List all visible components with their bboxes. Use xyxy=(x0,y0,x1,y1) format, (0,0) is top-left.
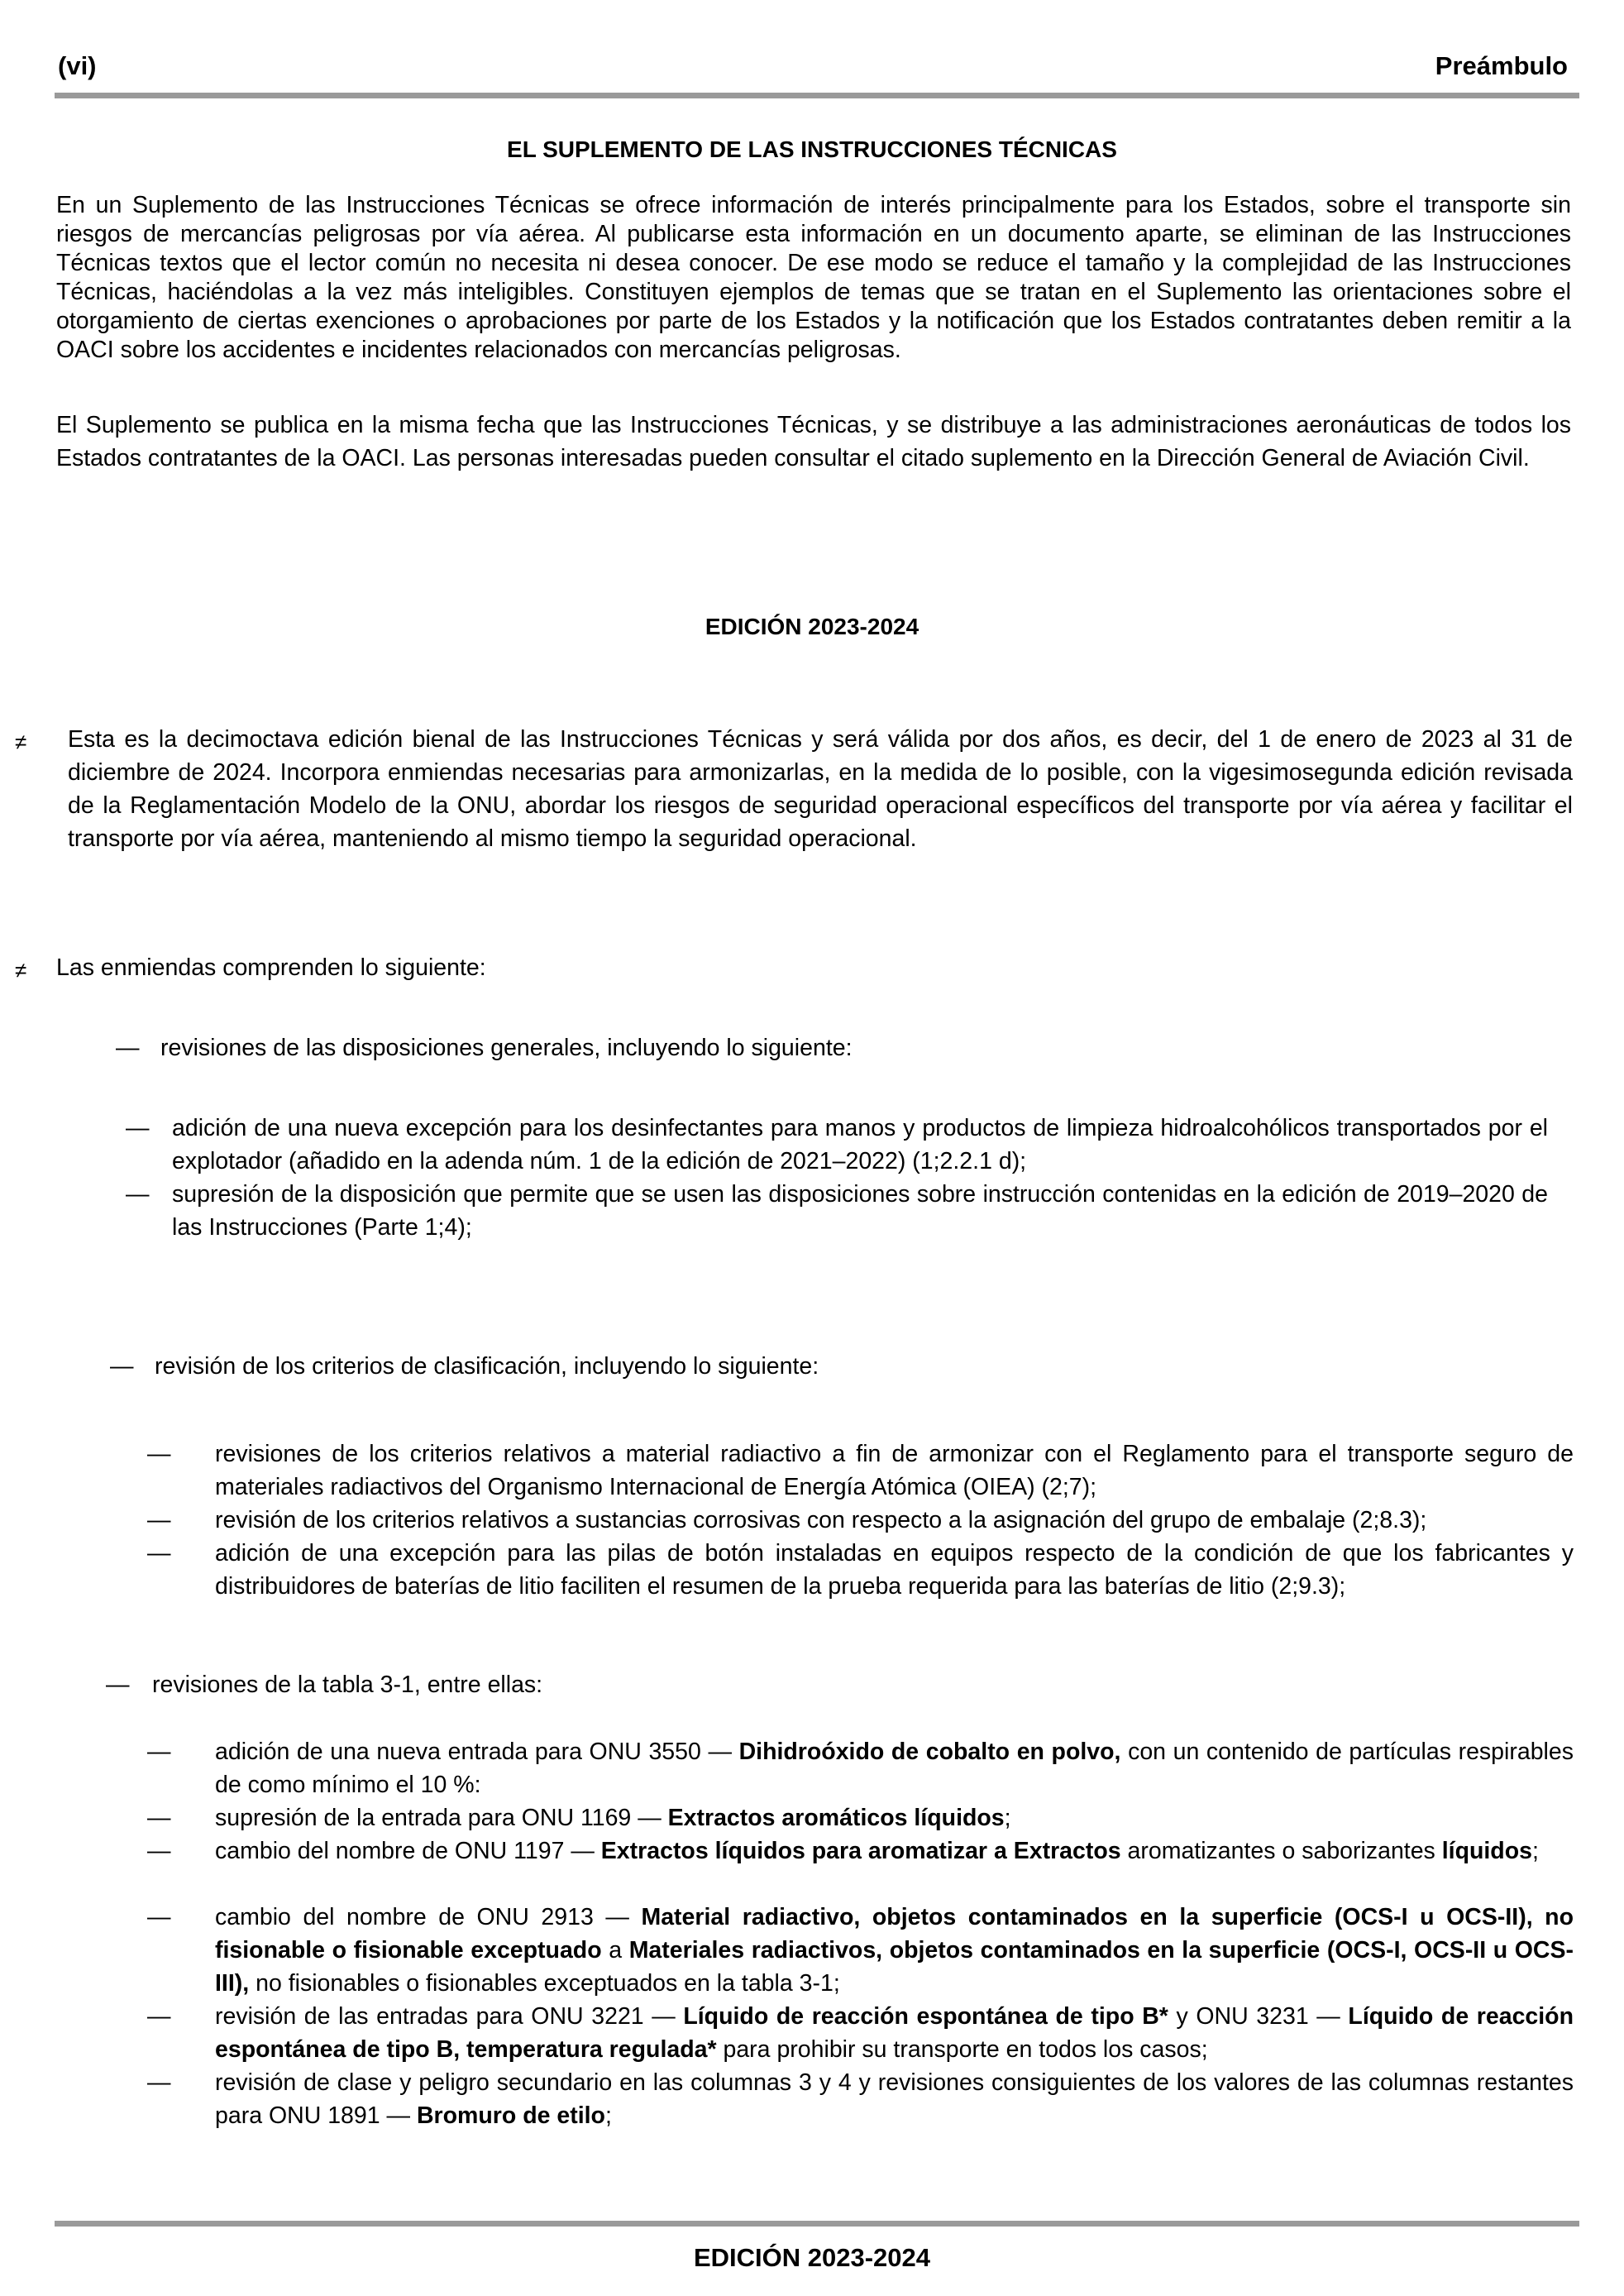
dash-bullet: — xyxy=(147,2069,171,2096)
list-item: cambio del nombre de ONU 2913 — Material radiactivo, objetos contaminados en la superficie (OCS-I u OCS-II), no fisionable o fisionable exceptuado a Materiales radiactivos, objetos contaminados en la superficie (OCS-I, OCS-II u OCS-III), no fisionables o fisionables exceptuados en la tabla 3-1; xyxy=(215,1904,1574,1997)
change-mark-icon: ≠ xyxy=(15,958,27,983)
dash-bullet: — xyxy=(126,1181,150,1208)
list-item: revisiones de los criterios relativos a material radiactivo a fin de armonizar con el Reglamento para el transporte seguro de materiales radiactivos del Organismo Internacional de Energía Atómica (OIEA) (2;7); xyxy=(215,1441,1574,1500)
table-heading: revisiones de la tabla 3-1, entre ellas: xyxy=(152,1672,543,1698)
dash-bullet: — xyxy=(147,1507,171,1533)
dash-bullet: — xyxy=(147,1805,171,1831)
supplement-paragraph-2: El Suplemento se publica en la misma fecha que las Instrucciones Técnicas, y se distribuye a las administraciones aeronáuticas de todos los Estados contratantes de la OACI. Las personas interesadas pueden consultar el citado suplemento en la Dirección General de Aviación Civil. xyxy=(56,412,1571,471)
dash-bullet: — xyxy=(147,2003,171,2030)
dash-bullet: — xyxy=(147,1540,171,1567)
page-header xyxy=(56,51,1568,84)
list-item: revisión de los criterios relativos a sustancias corrosivas con respecto a la asignación del grupo de embalaje (2;8.3); xyxy=(215,1507,1427,1533)
supplement-paragraph-1: En un Suplemento de las Instrucciones Técnicas se ofrece información de interés principalmente para los Estados, sobre el transporte sin riesgos de mercancías peligrosas por vía aérea. Al publicarse esta información en un documento aparte, se eliminan de las Instrucciones Técnicas textos que el lector común no necesita ni desea conocer. De ese modo se reduce el tamaño y la complejidad de las Instrucciones Técnicas, haciéndolas a la vez más inteligibles. Constituyen ejemplos de temas que se tratan en el Suplemento las orientaciones sobre el otorgamiento de ciertas exenciones o aprobaciones por parte de los Estados y la notificación que los Estados contratantes deben remitir a la OACI sobre los accidentes e incidentes relacionados con mercancías peligrosas. xyxy=(56,192,1571,363)
list-item: adición de una nueva entrada para ONU 3550 — Dihidroóxido de cobalto en polvo, con un contenido de partículas respirables de como mínimo el 10 %: xyxy=(215,1739,1574,1798)
dash-bullet: — xyxy=(147,1838,171,1864)
list-item: revisión de clase y peligro secundario en las columnas 3 y 4 y revisiones consiguientes de los valores de las columnas restantes para ONU 1891 — Bromuro de etilo; xyxy=(215,2069,1574,2129)
list-item: adición de una nueva excepción para los desinfectantes para manos y productos de limpieza hidroalcohólicos transportados por el explotador (añadido en la adenda núm. 1 de la edición de 2021–2022) (1;2.2.1 d); xyxy=(172,1115,1548,1174)
list-item: supresión de la disposición que permite que se usen las disposiciones sobre instrucción contenidas en la edición de 2019–2020 de las Instrucciones (Parte 1;4); xyxy=(172,1181,1548,1241)
header-rule xyxy=(55,93,1579,98)
change-mark-icon: ≠ xyxy=(15,729,27,754)
page-number: (vi) xyxy=(58,51,97,80)
footer-edition: EDICIÓN 2023-2024 xyxy=(693,2243,931,2272)
edition-paragraph: Esta es la decimoctava edición bienal de las Instrucciones Técnicas y será válida por dos años, es decir, del 1 de enero de 2023 al 31 de diciembre de 2024. Incorpora enmiendas necesarias para armonizarlas, en la medida de lo posible, con la vigesimosegunda edición revisada de la Reglamentación Modelo de la ONU, abordar los riesgos de seguridad operacional específicos del transporte por vía aérea y facilitar el transporte por vía aérea, manteniendo al mismo tiempo la seguridad operacional. xyxy=(68,726,1573,852)
dash-bullet: — xyxy=(116,1035,140,1061)
amendments-intro: Las enmiendas comprenden lo siguiente: xyxy=(56,954,486,981)
dash-bullet: — xyxy=(126,1115,150,1141)
section-title: Preámbulo xyxy=(1435,51,1568,80)
dash-bullet: — xyxy=(147,1441,171,1467)
general-heading: revisiones de las disposiciones generales, incluyendo lo siguiente: xyxy=(160,1035,853,1061)
dash-bullet: — xyxy=(106,1672,130,1698)
dash-bullet: — xyxy=(147,1904,171,1930)
list-item: cambio del nombre de ONU 1197 — Extractos líquidos para aromatizar a Extractos aromatizantes o saborizantes líquidos; xyxy=(215,1838,1539,1864)
list-item: supresión de la entrada para ONU 1169 — Extractos aromáticos líquidos; xyxy=(215,1805,1011,1831)
dash-bullet: — xyxy=(147,1739,171,1765)
edition-heading: EDICIÓN 2023-2024 xyxy=(705,614,919,639)
list-item: revisión de las entradas para ONU 3221 — Líquido de reacción espontánea de tipo B* y ONU 3231 — Líquido de reacción espontánea de tipo B, temperatura regulada* para prohibir su transporte en todos los casos; xyxy=(215,2003,1574,2063)
classification-heading: revisión de los criterios de clasificación, incluyendo lo siguiente: xyxy=(155,1353,819,1380)
footer-rule xyxy=(55,2221,1579,2227)
dash-bullet: — xyxy=(110,1353,134,1380)
list-item: adición de una excepción para las pilas de botón instaladas en equipos respecto de la condición de que los fabricantes y distribuidores de baterías de litio faciliten el resumen de la prueba requerida para las baterías de litio (2;9.3); xyxy=(215,1540,1574,1600)
supplement-heading: EL SUPLEMENTO DE LAS INSTRUCCIONES TÉCNICAS xyxy=(507,136,1117,162)
